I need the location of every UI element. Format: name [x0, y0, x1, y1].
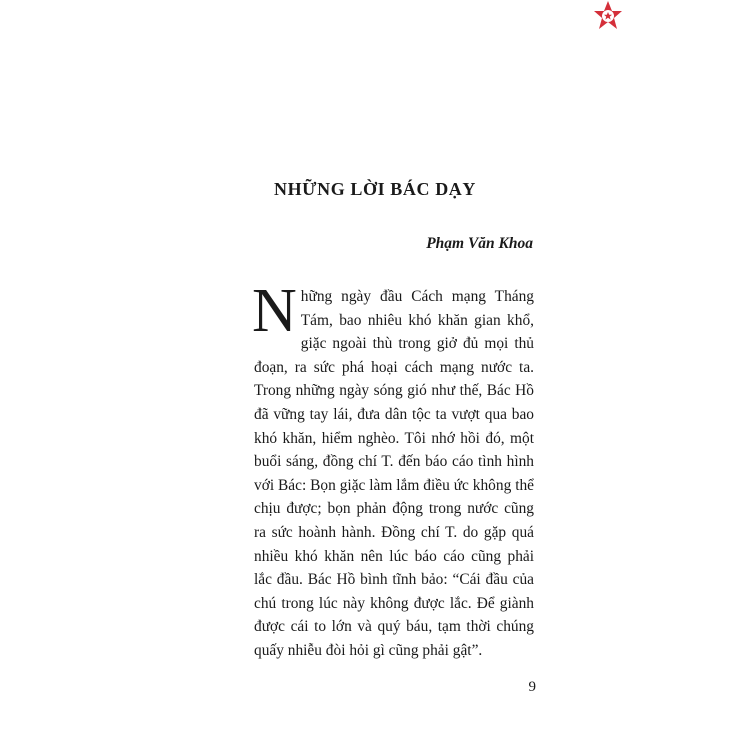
body-paragraph: [252, 277, 534, 663]
page-number: 9: [528, 679, 536, 695]
drop-cap-letter: N: [252, 277, 297, 345]
chapter-title: NHỮNG LỜI BÁC DẠY: [273, 179, 477, 199]
star-logo-svg: [588, 0, 628, 36]
body-paragraph-text: hững ngày đầu Cách mạng Tháng Tám, bao nhiêu khó khăn gian khổ, giặc ngoài thù trong giở đủ mọi thủ đoạn, ra sức phá hoại cách mạng nước ta. Trong những ngày sóng gió như thế, Bác Hồ đã vững tay lái, đưa dân tộc ta vượt qua bao khó khăn, hiểm nghèo. Tôi nhớ hồi đó, một buổi sáng, đồng chí T. đến báo cáo tình hình với Bác: Bọn giặc làm lắm điều ức không thể chịu được; bọn phản động trong nước cũng ra sức hoành hành. Đồng chí T. do gặp quá nhiều khó khăn nên lúc báo cáo cũng phải lắc đầu. Bác Hồ bình tĩnh bảo: “Cái đầu của chú trong lúc này không được lắc. Để giành được cái to lớn và quý báu, tạm thời chúng quấy nhiễu đòi hỏi gì cũng phải gật”.: [254, 288, 534, 659]
publisher-logo-icon: [588, 0, 628, 36]
chapter-author: Phạm Văn Khoa: [426, 235, 533, 252]
